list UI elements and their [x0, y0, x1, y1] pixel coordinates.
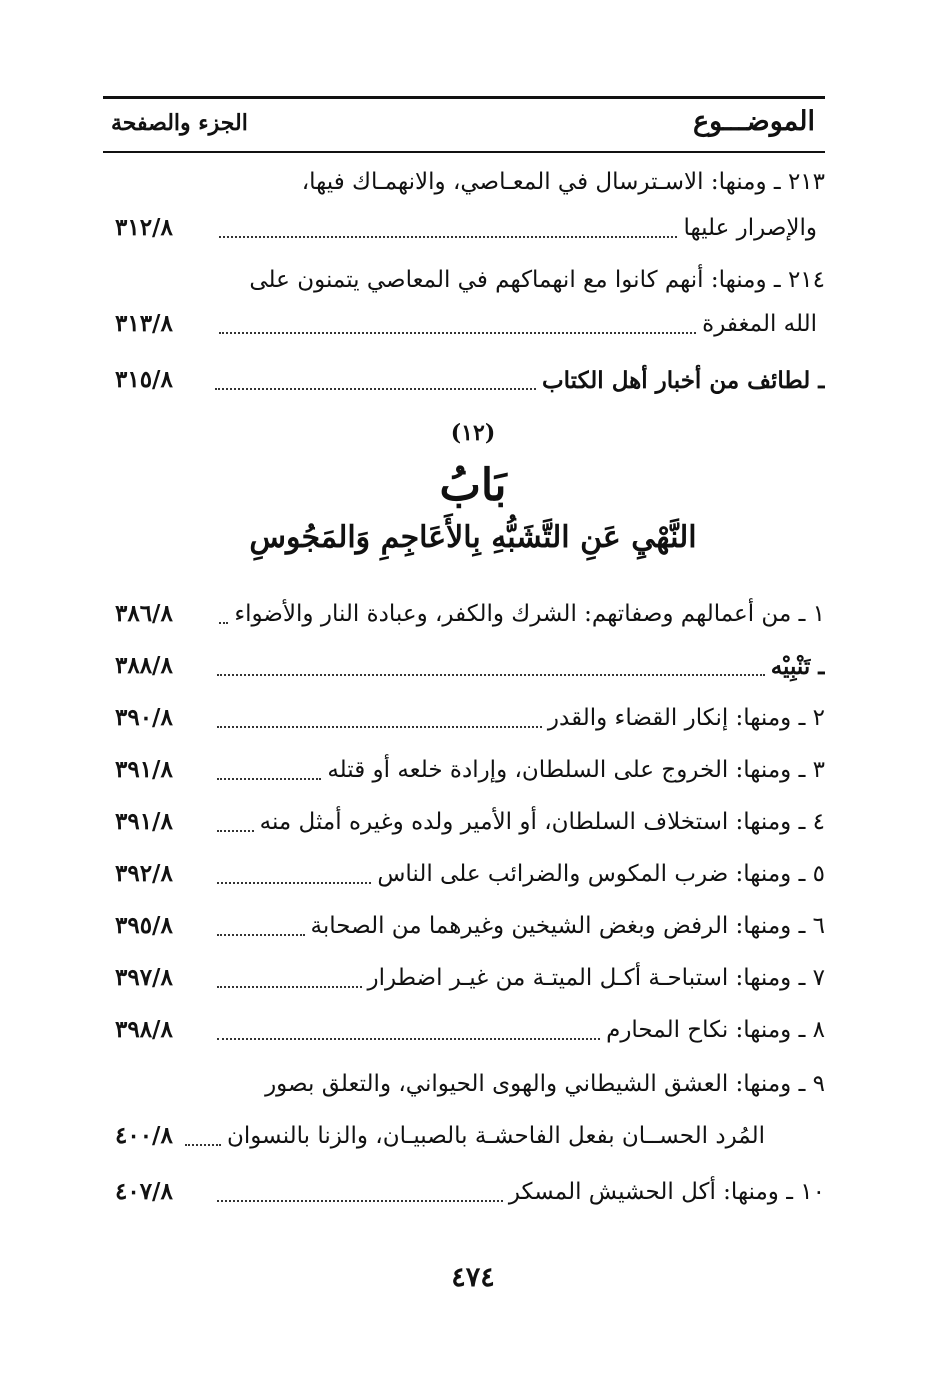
entry-text-line: ١ ـ من أعمالهم وصفاتهم: الشرك والكفر، وعبادة النار والأضواء [217, 592, 825, 636]
index-entry [103, 956, 825, 1000]
entry-page-ref: ٣٩٨/٨ [115, 1016, 173, 1043]
index-entry [103, 358, 825, 402]
entry-page-ref: ٣١٥/٨ [115, 366, 173, 393]
page-number: ٤٧٤ [451, 1262, 495, 1293]
entry-text-line: ٣ ـ ومنها: الخروج على السلطان، وإرادة خلعه أو قتله [217, 748, 825, 792]
entry-text-line: ٢١٤ ـ ومنها: أنهم كانوا مع انهماكهم في المعاصي يتمنون على [249, 267, 825, 293]
entry-text-line: ٨ ـ ومنها: نكاح المحارم [217, 1008, 825, 1052]
entry-text-line: ٤ ـ ومنها: استخلاف السلطان، أو الأمير ولده وغيره أمثل منه [217, 800, 825, 844]
entry-page-ref: ٣٩٢/٨ [115, 860, 173, 887]
entry-page-ref: ٣٩٧/٨ [115, 964, 173, 991]
entry-text-line: ٥ ـ ومنها: ضرب المكوس والضرائب على الناس [217, 852, 825, 896]
entry-text-line: ٧ ـ ومنها: استباحـة أكـل الميتـة من غيـر اضطرار [217, 956, 825, 1000]
header-bottom-rule [103, 151, 825, 153]
entry-page-ref: ٣١٢/٨ [115, 214, 173, 241]
index-entry [103, 696, 825, 740]
entry-text-line: والإصرار عليها [219, 206, 817, 250]
chapter-number: (١٢) [450, 420, 496, 446]
index-entry [103, 592, 825, 636]
entry-page-ref: ٣١٣/٨ [115, 310, 173, 337]
index-header [103, 104, 825, 148]
chapter-word: بَابُ [439, 460, 507, 511]
entry-text-line: ٢١٣ ـ ومنها: الاسـترسال في المعـاصي، والانهمـاك فيها، [301, 169, 825, 195]
entry-page-ref: ٣٩٠/٨ [115, 704, 173, 731]
dot-leader [217, 986, 362, 988]
dot-leader [185, 1144, 221, 1146]
entry-text-line: ٩ ـ ومنها: العشق الشيطاني والهوى الحيواني، والتعلق بصور [265, 1071, 825, 1097]
header-top-rule [103, 96, 825, 99]
entry-text-line: ـ تَنْبِيْه [217, 644, 825, 688]
dot-leader [217, 674, 765, 676]
entry-page-ref: ٣٩٥/٨ [115, 912, 173, 939]
dot-leader [219, 236, 677, 238]
dot-leader [217, 622, 228, 624]
index-entry [103, 1008, 825, 1052]
dot-leader [219, 332, 696, 334]
index-entry [103, 800, 825, 844]
index-entry [103, 1170, 825, 1214]
dot-leader [217, 726, 542, 728]
dot-leader [217, 1038, 600, 1040]
entry-text-line: ـ لطائف من أخبار أهل الكتاب [215, 358, 825, 402]
dot-leader [217, 882, 371, 884]
entry-text-line: ٦ ـ ومنها: الرفض وبغض الشيخين وغيرهما من الصحابة [217, 904, 825, 948]
index-entry [103, 644, 825, 688]
entry-page-ref: ٣٩١/٨ [115, 756, 173, 783]
entry-text-line: ١٠ ـ ومنها: أكل الحشيش المسكر [217, 1170, 825, 1214]
entry-page-ref: ٣٨٦/٨ [115, 600, 173, 627]
entry-page-ref: ٣٩١/٨ [115, 808, 173, 835]
entry-text-line: الله المغفرة [219, 302, 817, 346]
header-volume-page: الجزء والصفحة [111, 110, 248, 136]
dot-leader [215, 388, 536, 390]
index-entry [103, 852, 825, 896]
chapter-title: النَّهْيِ عَنِ التَّشَبُّهِ بِالأَعَاجِمِ وَالمَجُوسِ [249, 520, 697, 555]
dot-leader [217, 778, 321, 780]
entry-page-ref: ٤٠٧/٨ [115, 1178, 173, 1205]
index-entry [103, 904, 825, 948]
entry-page-ref: ٤٠٠/٨ [115, 1122, 173, 1149]
entry-text-line: المُرد الحســان بفعل الفاحشـة بالصبيـان، والزنا بالنسوان [185, 1114, 765, 1158]
entry-text-line: ٢ ـ ومنها: إنكار القضاء والقدر [217, 696, 825, 740]
entry-page-ref: ٣٨٨/٨ [115, 652, 173, 679]
header-subject: الموضـــوع [692, 106, 815, 137]
dot-leader [217, 934, 305, 936]
index-entry [103, 748, 825, 792]
dot-leader [217, 830, 254, 832]
dot-leader [217, 1200, 503, 1202]
